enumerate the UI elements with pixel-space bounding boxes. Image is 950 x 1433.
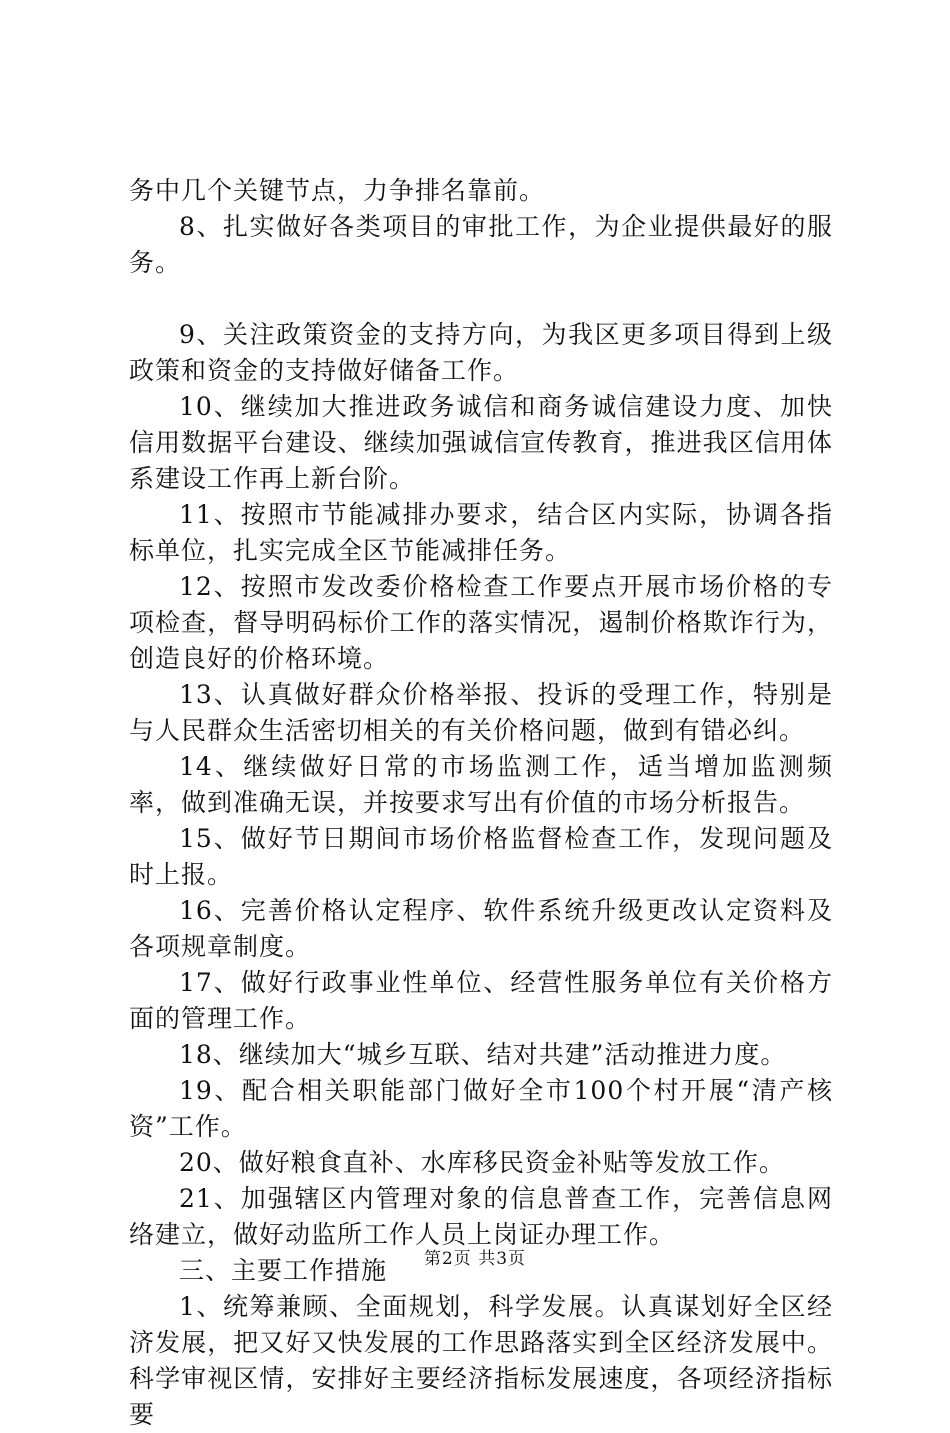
page-footer: 第2页 共3页 bbox=[423, 1249, 527, 1269]
paragraph-item-21: 21、加强辖区内管理对象的信息普查工作，完善信息网络建立，做好动监所工作人员上岗证办理工作。 bbox=[129, 1184, 833, 1249]
paragraph-item-15: 15、做好节日期间市场价格监督检查工作，发现问题及时上报。 bbox=[129, 824, 833, 889]
paragraph-item-10: 10、继续加大推进政务诚信和商务诚信建设力度、加快信用数据平台建设、继续加强诚信宣传教育，推进我区信用体系建设工作再上新台阶。 bbox=[129, 392, 833, 493]
paragraph-item-18: 18、继续加大“城乡互联、结对共建”活动推进力度。 bbox=[179, 1040, 787, 1069]
paragraph-item-19: 19、配合相关职能部门做好全市100个村开展“清产核资”工作。 bbox=[129, 1076, 833, 1141]
section-heading: 三、主要工作措施 bbox=[179, 1256, 388, 1285]
paragraph-item-8: 8、扎实做好各类项目的审批工作，为企业提供最好的服务。 bbox=[129, 212, 833, 277]
paragraph-continuation: 务中几个关键节点，力争排名靠前。 bbox=[129, 176, 546, 205]
paragraph-item-9: 9、关注政策资金的支持方向，为我区更多项目得到上级政策和资金的支持做好储备工作。 bbox=[129, 320, 833, 385]
paragraph-item-13: 13、认真做好群众价格举报、投诉的受理工作，特别是与人民群众生活密切相关的有关价格问题，做到有错必纠。 bbox=[129, 680, 833, 745]
paragraph-item-12: 12、按照市发改委价格检查工作要点开展市场价格的专项检查，督导明码标价工作的落实情况，遏制价格欺诈行为，创造良好的价格环境。 bbox=[129, 572, 833, 673]
paragraph-item-17: 17、做好行政事业性单位、经营性服务单位有关价格方面的管理工作。 bbox=[129, 968, 833, 1033]
paragraph-measure-1: 1、统筹兼顾、全面规划，科学发展。认真谋划好全区经济发展，把又好又快发展的工作思路落实到全区经济发展中。科学审视区情，安排好主要经济指标发展速度，各项经济指标要 bbox=[129, 1292, 833, 1429]
paragraph-item-11: 11、按照市节能减排办要求，结合区内实际，协调各指标单位，扎实完成全区节能减排任务。 bbox=[129, 500, 833, 565]
paragraph-item-14: 14、继续做好日常的市场监测工作，适当增加监测频率，做到准确无误，并按要求写出有价值的市场分析报告。 bbox=[129, 752, 833, 817]
paragraph-item-20: 20、做好粮食直补、水库移民资金补贴等发放工作。 bbox=[179, 1148, 785, 1177]
paragraph-item-16: 16、完善价格认定程序、软件系统升级更改认定资料及各项规章制度。 bbox=[129, 896, 833, 961]
